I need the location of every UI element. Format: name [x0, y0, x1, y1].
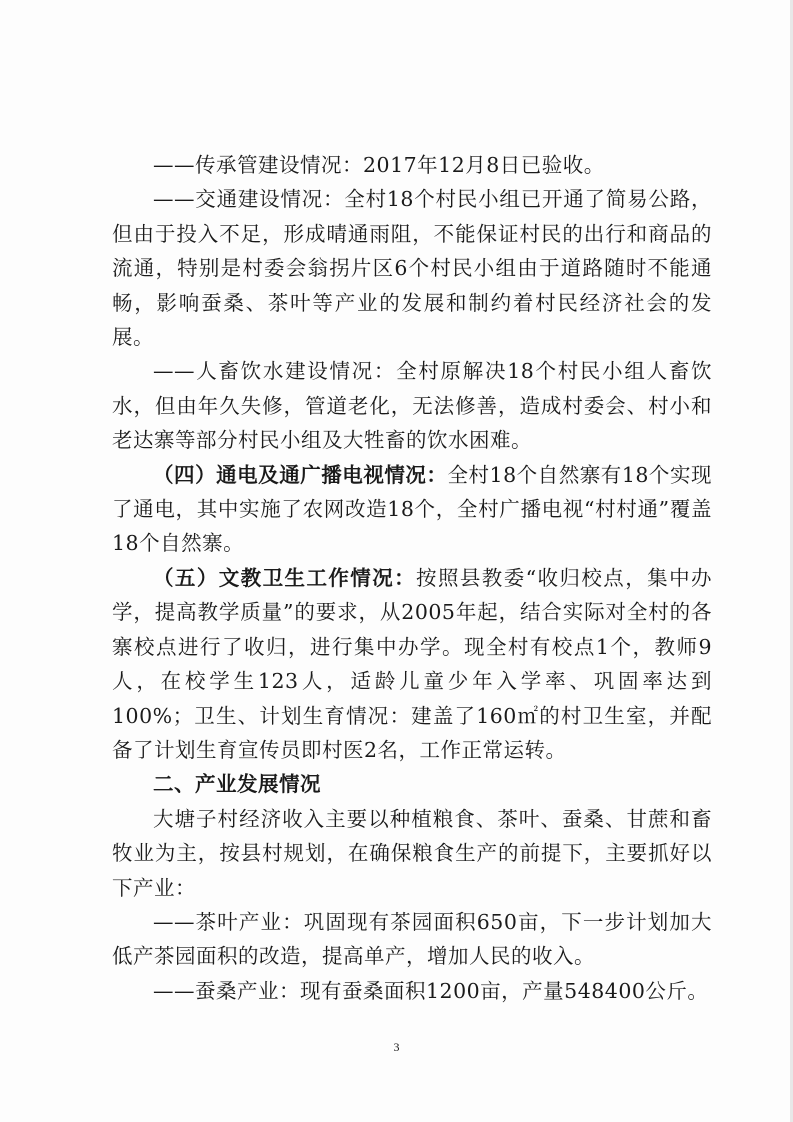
paragraph-sericulture-industry — [112, 974, 712, 1008]
paragraph-text: 大塘子村经济收入主要以种植粮食、茶叶、蚕桑、甘蔗和畜牧业为主，按县村规划，在确保粮食生产的前提下，主要抓好以下产业： — [112, 806, 712, 900]
page-number: 3 — [393, 1040, 400, 1054]
paragraph-text: ——传承管建设情况：2017年12月8日已验收。 — [153, 153, 605, 177]
section-heading-industry — [112, 767, 712, 801]
paragraph-transport-construction — [112, 182, 712, 354]
paragraph-pipeline-construction — [112, 148, 712, 182]
paragraph-text: ——交通建设情况：全村18个村民小组已开通了简易公路，但由于投入不足，形成晴通雨阻，不能保证村民的出行和商品的流通，特别是村委会翁拐片区6个村民小组由于道路随时不能通畅，影响蚕桑、茶叶等产业的发展和制约着村民经济社会的发展。 — [112, 187, 712, 350]
paragraph-drinking-water — [112, 354, 712, 457]
section-heading-inline: （四）通电及通广播电视情况： — [153, 462, 448, 487]
paragraph-education-health — [112, 561, 712, 767]
paragraph-tea-industry — [112, 905, 712, 974]
document-body — [112, 148, 712, 1008]
paragraph-text: ——蚕桑产业：现有蚕桑面积1200亩，产量548400公斤。 — [153, 978, 709, 1003]
paragraph-electricity-broadcast — [112, 458, 712, 561]
paragraph-text: ——人畜饮水建设情况：全村原解决18个村民小组人畜饮水，但由年久失修，管道老化，无法修善，造成村委会、村小和老达寨等部分村民小组及大牲畜的饮水困难。 — [112, 359, 712, 453]
paragraph-economy-overview — [112, 802, 712, 905]
paragraph-text: 全村18个自然寨有18个实现了通电，其中实施了农网改造18个，全村广播电视“村村通”覆盖18个自然寨。 — [112, 462, 713, 556]
paragraph-text: ——茶叶产业：巩固现有茶园面积650亩，下一步计划加大低产茶园面积的改造，提高单产，增加人民的收入。 — [112, 909, 712, 969]
section-heading-inline: （五）文教卫生工作情况： — [153, 565, 417, 590]
section-heading: 二、产业发展情况 — [153, 772, 321, 797]
paragraph-text: 按照县教委“收归校点，集中办学，提高教学质量”的要求，从2005年起，结合实际对全村的各寨校点进行了收归，进行集中办学。现全村有校点1个，教师9人，在校学生123人，适龄儿童少年入学率、巩固率达到100%；卫生、计划生育情况：建盖了160㎡的村卫生室，并配备了计划生育宣传员即村医2名，工作正常运转。 — [112, 565, 712, 762]
